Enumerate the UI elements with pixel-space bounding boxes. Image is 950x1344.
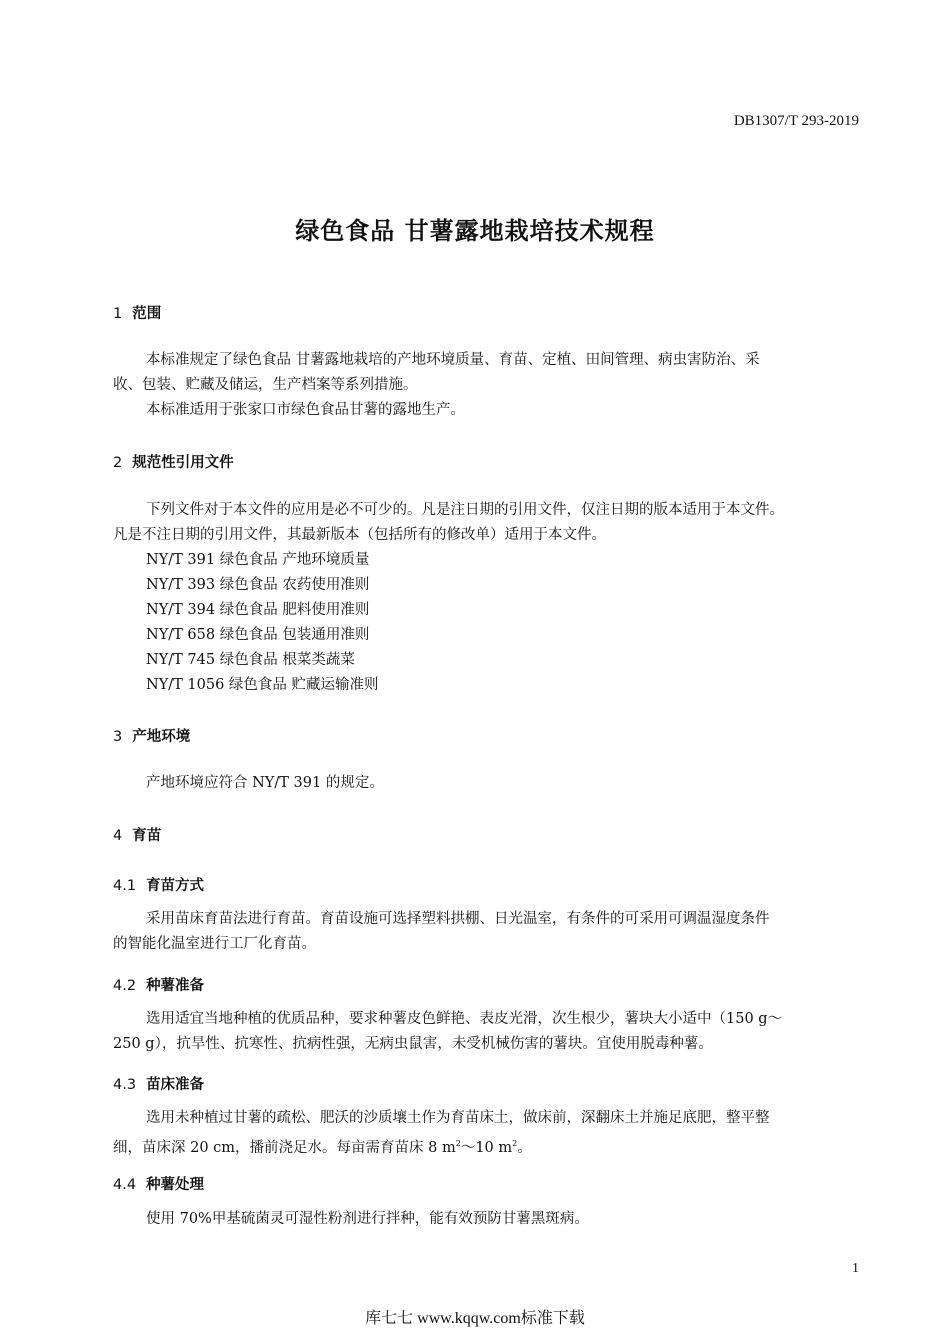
- reference-item: NY/T 393 绿色食品 农药使用准则: [146, 577, 370, 593]
- section-number: 4: [113, 828, 123, 844]
- subsection-number: 4.2: [113, 978, 137, 994]
- subsection-4-3-heading: [113, 1073, 204, 1094]
- reference-item: NY/T 1056 绿色食品 贮藏运输准则: [146, 677, 379, 693]
- reference-item: NY/T 391 绿色食品 产地环境质量: [146, 552, 370, 568]
- text-line: 产地环境应符合 NY/T 391 的规定。: [146, 775, 384, 791]
- section-title: 产地环境: [132, 729, 191, 745]
- text-line: 的智能化温室进行工厂化育苗。: [113, 936, 316, 952]
- subsection-number: 4.3: [113, 1077, 137, 1093]
- subsection-title: 育苗方式: [146, 878, 205, 894]
- reference-item: NY/T 394 绿色食品 肥料使用准则: [146, 602, 370, 618]
- footer-watermark: 库七七 www.kqqw.com标准下载: [365, 1310, 585, 1327]
- text-line: 本标准适用于张家口市绿色食品甘薯的露地生产。: [146, 402, 465, 418]
- subsection-4-1-heading: [113, 874, 204, 895]
- subsection-title: 种薯处理: [146, 1177, 205, 1193]
- subsection-4-3-paragraph: [113, 1106, 859, 1161]
- text-fragment: ～10 m: [460, 1140, 513, 1156]
- doc-number: DB1307/T 293-2019: [733, 113, 859, 129]
- text-fragment: 。: [517, 1140, 532, 1156]
- text-line: 收、包装、贮藏及储运，生产档案等系列措施。: [113, 377, 418, 393]
- text-line: 选用适宜当地种植的优质品种，要求种薯皮色鲜艳、表皮光滑，次生根少，薯块大小适中（150 g～: [146, 1011, 783, 1027]
- section-1-paragraph-2: [113, 398, 859, 423]
- subsection-4-4-paragraph: [113, 1207, 859, 1232]
- text-line: 使用 70%甲基硫菌灵可湿性粉剂进行拌种，能有效预防甘薯黑斑病。: [146, 1211, 589, 1227]
- doc-title: 绿色食品 甘薯露地栽培技术规程: [295, 217, 655, 245]
- subsection-number: 4.1: [113, 878, 137, 894]
- section-2-heading: [113, 451, 234, 472]
- text-line: 凡是不注日期的引用文件，其最新版本（包括所有的修改单）适用于本文件。: [113, 527, 606, 543]
- subsection-4-2-heading: [113, 974, 204, 995]
- section-title: 范围: [132, 306, 162, 322]
- section-title: 育苗: [132, 828, 162, 844]
- subsection-4-4-heading: [113, 1173, 204, 1194]
- text-line: 采用苗床育苗法进行育苗。育苗设施可选择塑料拱棚、日光温室，有条件的可采用可调温湿度条件: [146, 911, 770, 927]
- subsection-title: 苗床准备: [146, 1077, 205, 1093]
- subsection-title: 种薯准备: [146, 978, 205, 994]
- reference-item: NY/T 745 绿色食品 根菜类蔬菜: [146, 652, 355, 668]
- section-title: 规范性引用文件: [132, 455, 234, 471]
- text-line: 选用未种植过甘薯的疏松、肥沃的沙质壤土作为育苗床土，做床前，深翻床土并施足底肥，整平整: [146, 1110, 770, 1126]
- text-line: 本标准规定了绿色食品 甘薯露地栽培的产地环境质量、育苗、定植、田间管理、病虫害防治、采: [146, 352, 760, 368]
- section-number: 2: [113, 455, 123, 471]
- superscript: 2: [455, 1139, 461, 1148]
- section-4-heading: [113, 824, 161, 845]
- text-line: 下列文件对于本文件的应用是必不可少的。凡是注日期的引用文件，仅注日期的版本适用于本文件。: [146, 502, 784, 518]
- superscript: 2: [512, 1139, 518, 1148]
- section-3-paragraph-1: [113, 771, 859, 796]
- subsection-4-2-paragraph: [113, 1007, 859, 1057]
- text-line: 250 g），抗旱性、抗寒性、抗病性强，无病虫鼠害，未受机械伤害的薯块。宜使用脱毒种薯。: [113, 1036, 713, 1052]
- subsection-4-1-paragraph: [113, 907, 859, 957]
- section-3-heading: [113, 725, 190, 746]
- page-number: 1: [852, 1261, 859, 1276]
- subsection-number: 4.4: [113, 1177, 137, 1193]
- text-fragment: 细，苗床深 20 cm，播前浇足水。每亩需育苗床 8 m: [113, 1140, 456, 1156]
- text-line: [113, 1131, 859, 1161]
- section-2-paragraph-1: [113, 498, 859, 548]
- section-number: 3: [113, 729, 123, 745]
- reference-item: NY/T 658 绿色食品 包装通用准则: [146, 627, 370, 643]
- section-1-heading: [113, 302, 161, 323]
- section-1-paragraph-1: [113, 348, 859, 398]
- section-number: 1: [113, 306, 123, 322]
